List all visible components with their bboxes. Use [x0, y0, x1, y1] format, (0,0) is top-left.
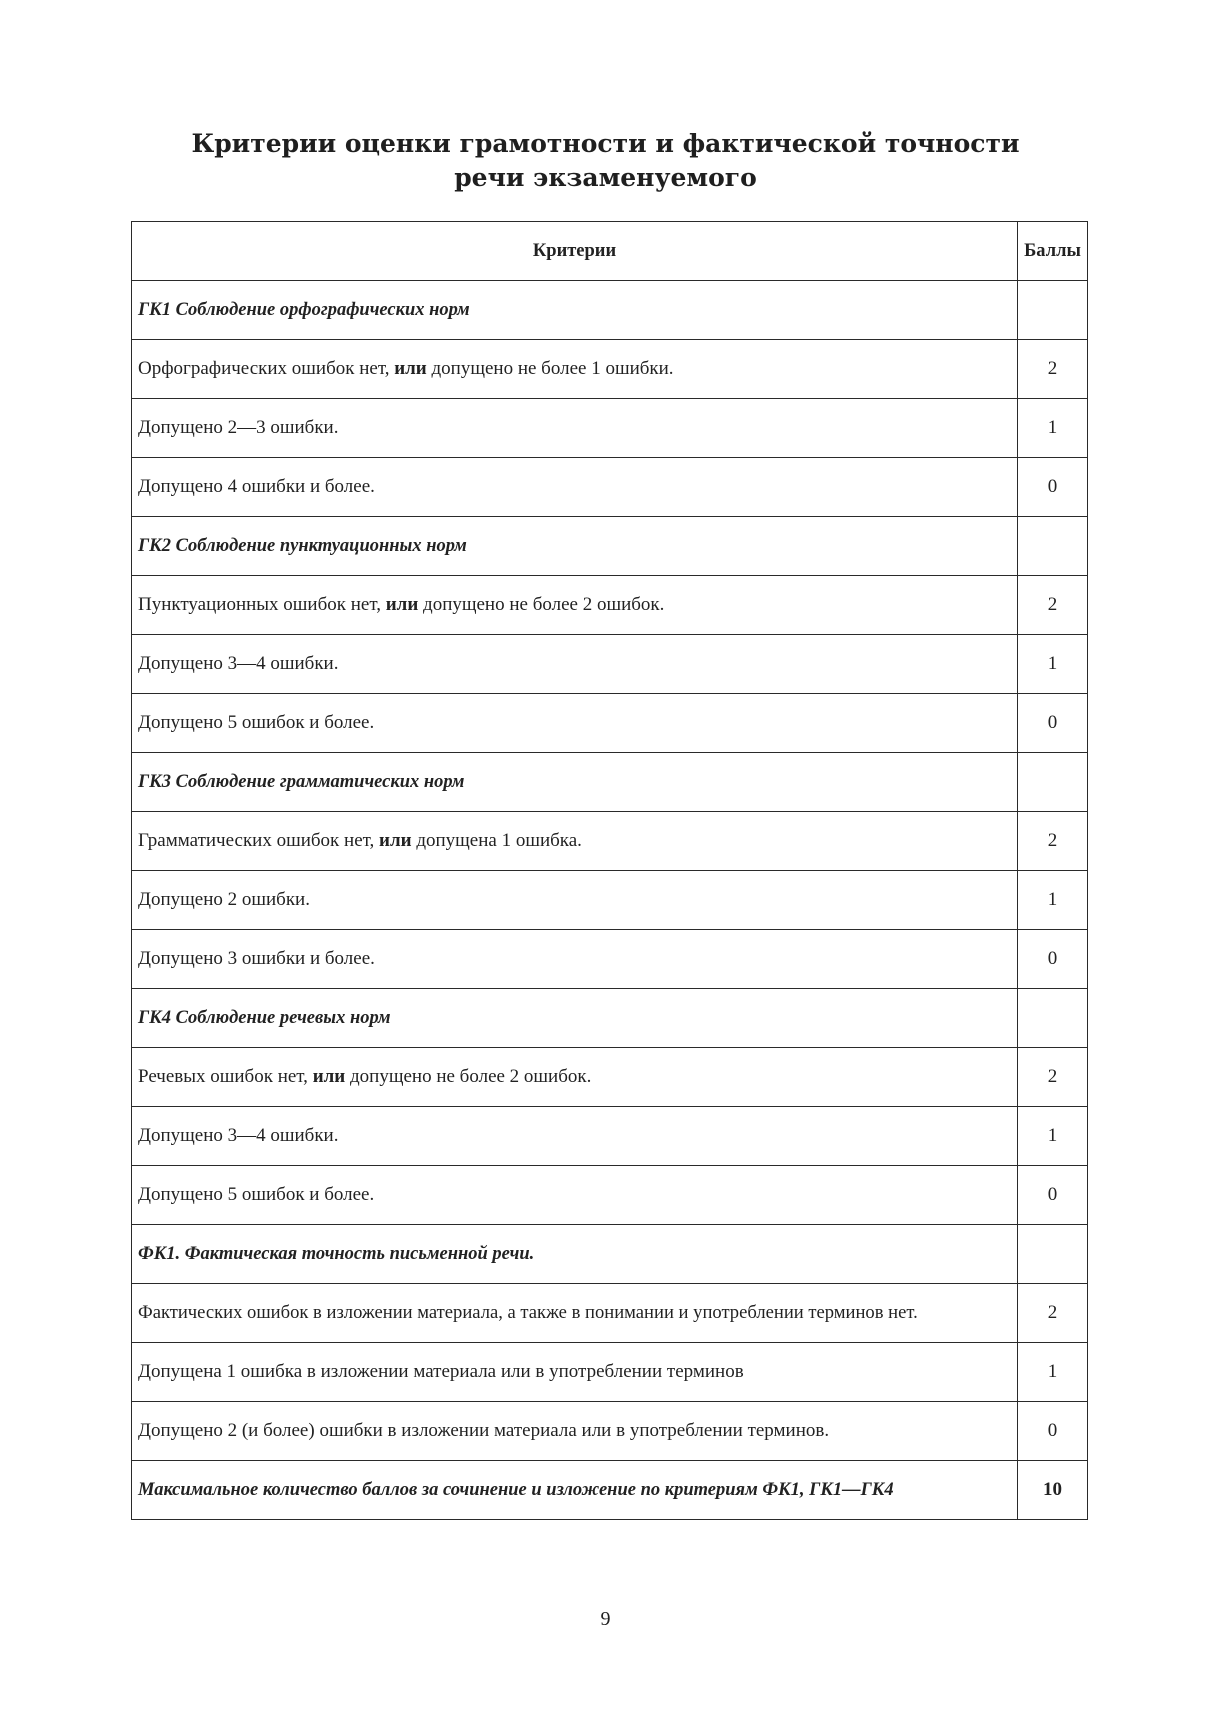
- table-row: [132, 635, 1088, 694]
- score-cell: 2: [1018, 340, 1088, 399]
- score-cell: [1018, 753, 1088, 812]
- table-row: [132, 989, 1088, 1048]
- score-cell: 0: [1018, 694, 1088, 753]
- table-row: [132, 1284, 1088, 1343]
- table-row: [132, 1225, 1088, 1284]
- criterion-text: Допущено 3—4 ошибки.: [132, 1107, 1018, 1166]
- table-row: [132, 1343, 1088, 1402]
- column-header-score: Баллы: [1018, 222, 1088, 281]
- table-row: [132, 812, 1088, 871]
- table-row: [132, 753, 1088, 812]
- criterion-text: Допущено 3—4 ошибки.: [132, 635, 1018, 694]
- table-row: [132, 281, 1088, 340]
- table-row: [132, 1107, 1088, 1166]
- table-row: [132, 340, 1088, 399]
- criterion-text: Допущено 4 ошибки и более.: [132, 458, 1018, 517]
- score-cell: 1: [1018, 399, 1088, 458]
- criterion-text: Допущено 3 ошибки и более.: [132, 930, 1018, 989]
- criterion-text: Допущена 1 ошибка в изложении материала или в употреблении терминов: [132, 1343, 1018, 1402]
- score-cell: 2: [1018, 1284, 1088, 1343]
- page-title-line-1: Критерии оценки грамотности и фактической точности: [191, 129, 1020, 158]
- criterion-text: Допущено 5 ошибок и более.: [132, 694, 1018, 753]
- table-row: [132, 930, 1088, 989]
- table-row: [132, 576, 1088, 635]
- criterion-text: Допущено 2—3 ошибки.: [132, 399, 1018, 458]
- table-header-row: [132, 222, 1088, 281]
- table-row: [132, 458, 1088, 517]
- criterion-text: Пунктуационных ошибок нет, или допущено не более 2 ошибок.: [132, 576, 1018, 635]
- score-cell: 1: [1018, 635, 1088, 694]
- score-cell: [1018, 517, 1088, 576]
- criterion-text: Фактических ошибок в изложении материала, а также в понимании и употреблении терминов нет.: [132, 1284, 1018, 1343]
- page-title-line-2: речи экзаменуемого: [454, 163, 757, 192]
- score-cell: 2: [1018, 812, 1088, 871]
- score-cell: 2: [1018, 576, 1088, 635]
- table-row: [132, 871, 1088, 930]
- table-row: [132, 517, 1088, 576]
- table-total-row: [132, 1461, 1088, 1520]
- total-label: Максимальное количество баллов за сочинение и изложение по критериям ФК1, ГК1—ГК4: [132, 1461, 1018, 1520]
- table-row: [132, 694, 1088, 753]
- section-title-gk2: ГК2 Соблюдение пунктуационных норм: [132, 517, 1018, 576]
- page-title: [0, 127, 1211, 195]
- score-cell: 0: [1018, 1402, 1088, 1461]
- column-header-criteria: Критерии: [132, 222, 1018, 281]
- table-row: [132, 1048, 1088, 1107]
- score-cell: 0: [1018, 458, 1088, 517]
- score-cell: 1: [1018, 1343, 1088, 1402]
- score-cell: 0: [1018, 930, 1088, 989]
- section-title-gk3: ГК3 Соблюдение грамматических норм: [132, 753, 1018, 812]
- score-cell: [1018, 281, 1088, 340]
- score-cell: [1018, 1225, 1088, 1284]
- criterion-text: Речевых ошибок нет, или допущено не более 2 ошибок.: [132, 1048, 1018, 1107]
- criterion-text: Допущено 2 (и более) ошибки в изложении материала или в употреблении терминов.: [132, 1402, 1018, 1461]
- criteria-table: [131, 221, 1088, 1520]
- score-cell: 0: [1018, 1166, 1088, 1225]
- score-cell: 2: [1018, 1048, 1088, 1107]
- table-row: [132, 399, 1088, 458]
- score-cell: 1: [1018, 871, 1088, 930]
- section-title-gk1: ГК1 Соблюдение орфографических норм: [132, 281, 1018, 340]
- criterion-text: Грамматических ошибок нет, или допущена 1 ошибка.: [132, 812, 1018, 871]
- section-title-fk1: ФК1. Фактическая точность письменной речи.: [132, 1225, 1018, 1284]
- table-row: [132, 1402, 1088, 1461]
- score-cell: 1: [1018, 1107, 1088, 1166]
- criterion-text: Допущено 2 ошибки.: [132, 871, 1018, 930]
- page-number: 9: [600, 1608, 611, 1630]
- total-score: 10: [1018, 1461, 1088, 1520]
- table-row: [132, 1166, 1088, 1225]
- criterion-text: Допущено 5 ошибок и более.: [132, 1166, 1018, 1225]
- criterion-text: Орфографических ошибок нет, или допущено не более 1 ошибки.: [132, 340, 1018, 399]
- score-cell: [1018, 989, 1088, 1048]
- section-title-gk4: ГК4 Соблюдение речевых норм: [132, 989, 1018, 1048]
